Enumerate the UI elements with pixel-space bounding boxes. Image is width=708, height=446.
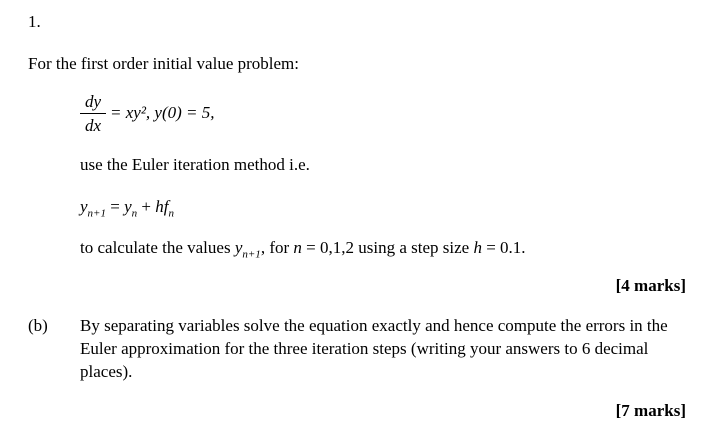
part-b-line-2: Euler approximation for the three iteration steps (writing your answers to 6 decimal xyxy=(80,339,649,358)
ode-fraction xyxy=(80,92,106,135)
fraction-bar xyxy=(80,113,106,114)
formula-equals: = xyxy=(105,197,125,216)
question-number: 1. xyxy=(28,12,41,31)
formula-lhs: y xyxy=(80,197,88,216)
ode-numerator: dy xyxy=(84,92,102,111)
part-b-label: (b) xyxy=(28,316,48,335)
formula-plus: + xyxy=(137,197,156,216)
calc-text-1: to calculate the values xyxy=(80,238,235,257)
calc-text-4: = 0.1. xyxy=(481,238,526,257)
method-text: use the Euler iteration method i.e. xyxy=(80,155,310,174)
ode-denominator: dx xyxy=(84,116,102,135)
calc-text-2: , for xyxy=(260,238,294,257)
question-intro: For the first order initial value problem: xyxy=(28,54,299,73)
euler-formula xyxy=(80,197,174,220)
calc-sentence xyxy=(80,238,526,261)
ode-rhs: = xy², y(0) = 5, xyxy=(110,103,215,122)
calc-n: n xyxy=(293,238,302,257)
calc-y-sub: n+1 xyxy=(242,248,261,261)
formula-hf: hf xyxy=(155,197,169,216)
marks-part-b: [7 marks] xyxy=(615,401,686,420)
part-b-line-1: By separating variables solve the equation exactly and hence compute the errors in the xyxy=(80,316,668,335)
calc-h: h xyxy=(473,238,482,257)
marks-part-a: [4 marks] xyxy=(615,276,686,295)
formula-yn-sub: n xyxy=(131,207,138,220)
formula-lhs-sub: n+1 xyxy=(87,207,106,220)
formula-yn: y xyxy=(124,197,132,216)
calc-text-3: = 0,1,2 using a step size xyxy=(301,238,474,257)
calc-y: y xyxy=(234,238,243,257)
part-b-line-3: places). xyxy=(80,362,133,381)
formula-f-sub: n xyxy=(168,207,174,220)
